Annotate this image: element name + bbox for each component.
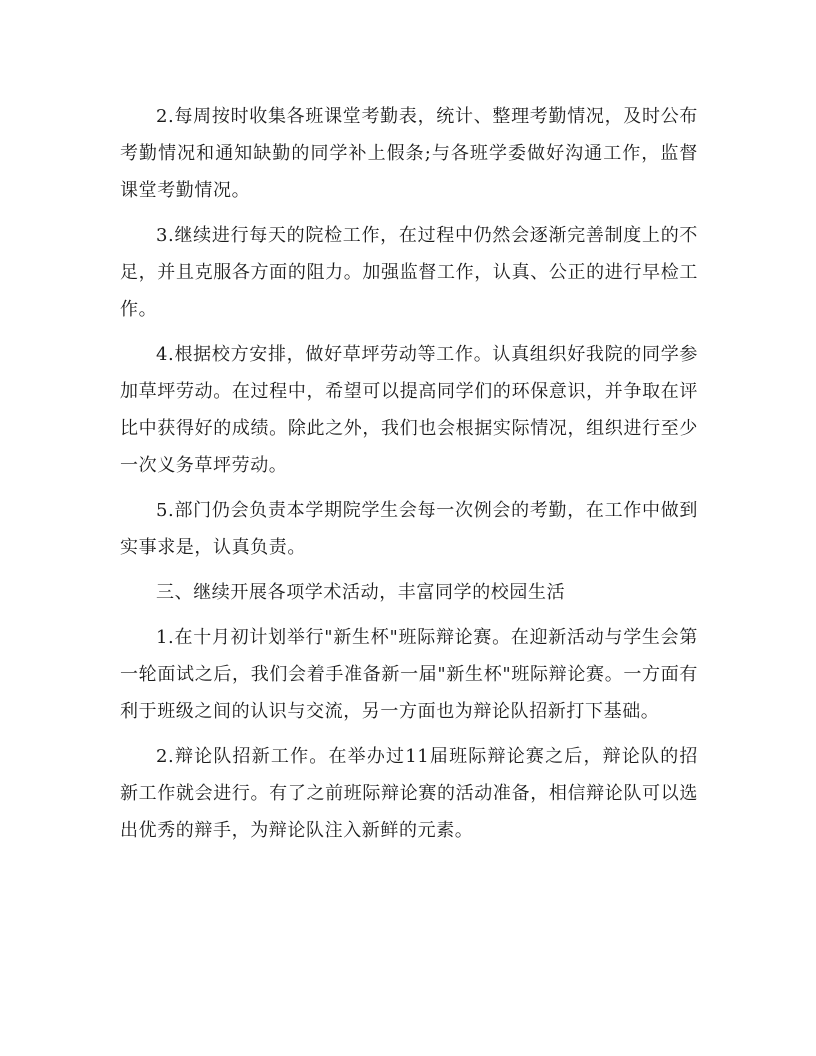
paragraph-meeting-attendance: 5.部门仍会负责本学期院学生会每一次例会的考勤，在工作中做到实事求是，认真负责。 — [120, 500, 698, 558]
paragraph-lawn-labor: 4.根据校方安排，做好草坪劳动等工作。认真组织好我院的同学参加草坪劳动。在过程中，希望可以提高同学们的环保意识，并争取在评比中获得好的成绩。除此之外，我们也会根据实际情况，组织进行至少一次义务草坪劳动。 — [120, 344, 698, 476]
section-heading-academic-activities: 三、继续开展各项学术活动，丰富同学的校园生活 — [156, 582, 566, 603]
document-body — [120, 98, 698, 857]
paragraph-freshman-cup-debate: 1.在十月初计划举行"新生杯"班际辩论赛。在迎新活动与学生会第一轮面试之后，我们会着手准备新一届"新生杯"班际辩论赛。一方面有利于班级之间的认识与交流，另一方面也为辩论队招新打下基础。 — [120, 627, 698, 722]
paragraph-attendance-collection: 2.每周按时收集各班课堂考勤表，统计、整理考勤情况，及时公布考勤情况和通知缺勤的同学补上假条;与各班学委做好沟通工作，监督课堂考勤情况。 — [120, 106, 698, 201]
paragraph-debate-team-recruitment: 2.辩论队招新工作。在举办过11届班际辩论赛之后，辩论队的招新工作就会进行。有了之前班际辩论赛的活动准备，相信辩论队可以选出优秀的辩手，为辩论队注入新鲜的元素。 — [120, 746, 698, 841]
paragraph-daily-inspection: 3.继续进行每天的院检工作，在过程中仍然会逐渐完善制度上的不足，并且克服各方面的阻力。加强监督工作，认真、公正的进行早检工作。 — [120, 225, 698, 320]
